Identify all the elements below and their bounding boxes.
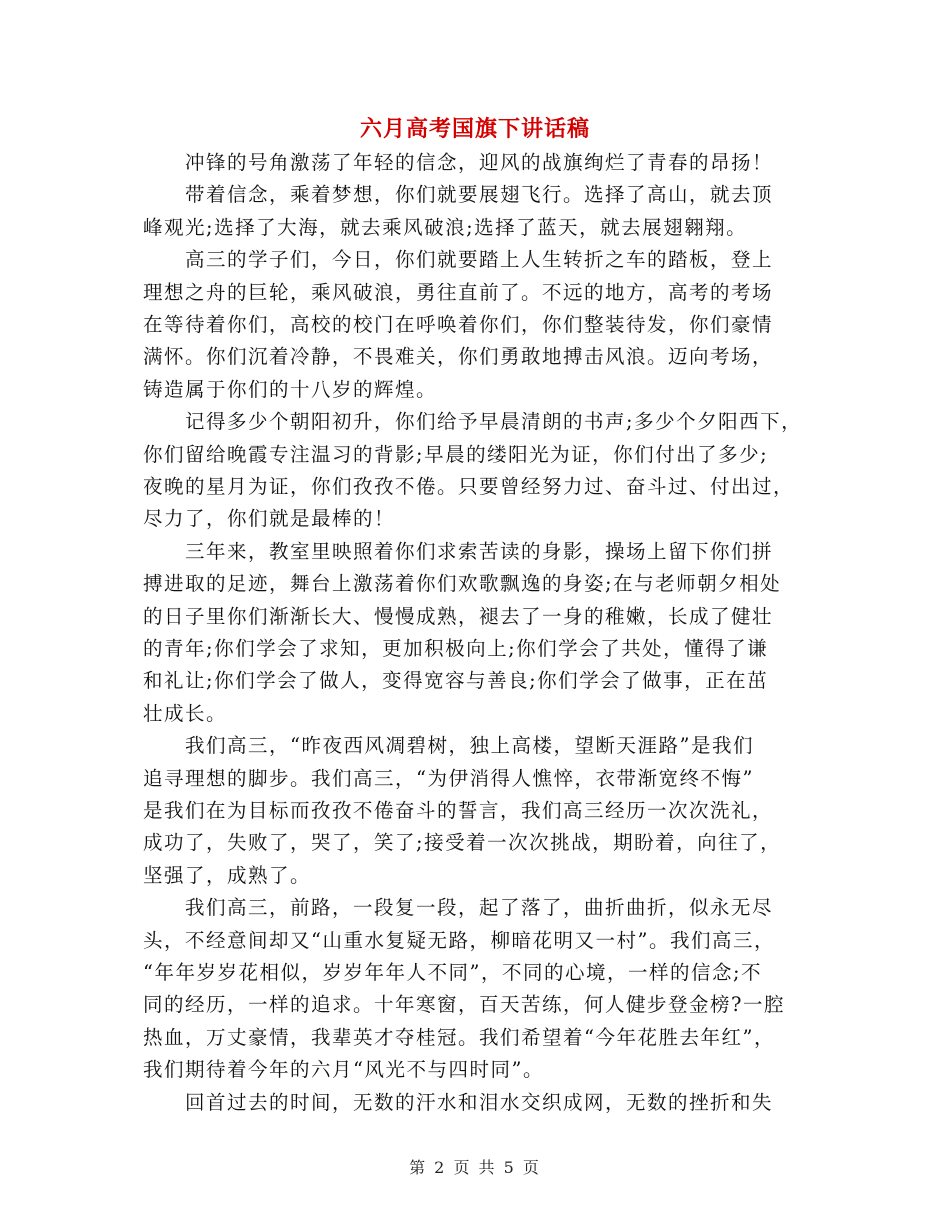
- page-footer: 第 2 页 共 5 页: [409, 1158, 541, 1177]
- text-line: 满怀。你们沉着冷静，不畏难关，你们勇敢地搏击风浪。迈向考场，: [143, 345, 774, 369]
- text-line: 热血，万丈豪情，我辈英才夺桂冠。我们希望着“今年花胜去年红”，: [143, 1025, 775, 1049]
- text-line: 搏进取的足迹，舞台上激荡着你们欢歌飘逸的身姿;在与老师朝夕相处: [143, 572, 782, 596]
- text-line: 记得多少个朝阳初升，你们给予早晨清朗的书声;多少个夕阳西下，: [143, 410, 803, 434]
- text-line: 和礼让;你们学会了做人，变得宽容与善良;你们学会了做事，正在茁: [143, 669, 769, 693]
- text-line: 理想之舟的巨轮，乘风破浪，勇往直前了。不远的地方，高考的考场: [143, 280, 774, 304]
- text-line: 回首过去的时间，无数的汗水和泪水交织成网，无数的挫折和失: [143, 1090, 774, 1114]
- text-line: 成功了，失败了，哭了，笑了;接受着一次次挑战，期盼着，向往了，: [143, 831, 782, 855]
- text-line: 我们期待着今年的六月“风光不与四时同”。: [143, 1058, 544, 1082]
- text-line: 是我们在为目标而孜孜不倦奋斗的誓言，我们高三经历一次次洗礼，: [143, 799, 774, 822]
- text-line: 同的经历，一样的追求。十年寒窗，百天苦练，何人健步登金榜?一腔: [143, 993, 785, 1017]
- text-line: 我们高三，前路，一段复一段，起了落了，曲折曲折，似永无尽: [143, 896, 774, 920]
- text-line: 壮成长。: [143, 701, 228, 725]
- text-line: 三年来，教室里映照着你们求索苦读的身影，操场上留下你们拼: [143, 539, 774, 563]
- text-line: 的日子里你们渐渐长大、慢慢成熟，褪去了一身的稚嫩，长成了健壮: [143, 604, 774, 628]
- text-line: 坚强了，成熟了。: [143, 863, 312, 887]
- text-line: 你们留给晚霞专注温习的背影;早晨的缕阳光为证，你们付出了多少;: [143, 442, 769, 466]
- text-line: “年年岁岁花相似，岁岁年年人不同”，不同的心境，一样的信念;不: [143, 961, 763, 984]
- text-line: 头，不经意间却又“山重水复疑无路，柳暗花明又一村”。我们高三，: [143, 928, 775, 952]
- text-line: 铸造属于你们的十八岁的辉煌。: [143, 377, 438, 401]
- page-title: 六月高考国旗下讲话稿: [359, 117, 590, 142]
- text-line: 在等待着你们，高校的校门在呼唤着你们，你们整装待发，你们豪情: [143, 313, 774, 336]
- text-line: 的青年;你们学会了求知，更加积极向上;你们学会了共处，懂得了谦: [143, 637, 769, 660]
- text-line: 尽力了，你们就是最棒的！: [143, 507, 396, 531]
- text-line: 高三的学子们，今日，你们就要踏上人生转折之车的踏板，登上: [143, 248, 774, 272]
- text-line: 冲锋的号角激荡了年轻的信念，迎风的战旗绚烂了青春的昂扬！: [143, 151, 774, 174]
- text-line: 峰观光;选择了大海，就去乘风破浪;选择了蓝天，就去展翅翱翔。: [143, 215, 748, 239]
- text-line: 带着信念，乘着梦想，你们就要展翅飞行。选择了高山，就去顶: [143, 183, 774, 207]
- text-line: 夜晚的星月为证，你们孜孜不倦。只要曾经努力过、奋斗过、付出过，: [143, 475, 795, 498]
- text-line: 我们高三，“昨夜西风凋碧树，独上高楼，望断天涯路”是我们: [143, 734, 754, 758]
- text-line: 追寻理想的脚步。我们高三，“为伊消得人憔悴，衣带渐宽终不悔”: [143, 766, 754, 790]
